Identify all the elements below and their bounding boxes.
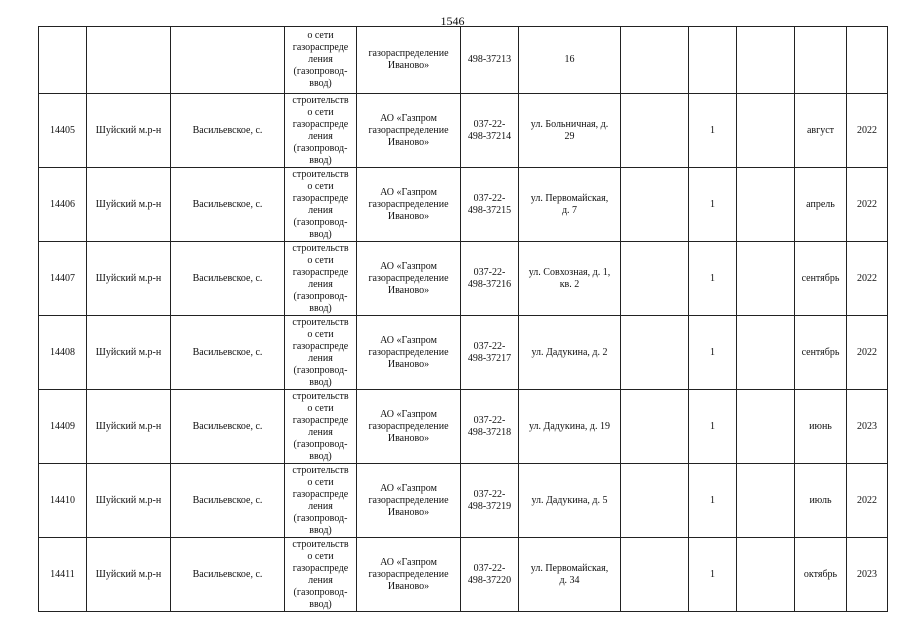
month-cell: июль [795,464,847,538]
table-row [39,316,888,390]
table-row [39,168,888,242]
empty-cell [737,168,795,242]
month-cell: сентябрь [795,316,847,390]
settlement-cell: Васильевское, с. [171,168,285,242]
table-body [39,27,888,612]
empty-cell [621,538,689,612]
empty-cell [621,464,689,538]
table-row [39,242,888,316]
work-type-cell: строительств о сети газораспреде ления (газопровод- ввод) [285,242,357,316]
organization-cell: АО «Газпром газораспределение Иваново» [357,316,461,390]
address-cell: ул. Дадукина, д. 19 [519,390,621,464]
empty-cell [621,390,689,464]
record-id-cell: 14409 [39,390,87,464]
record-id-cell: 14407 [39,242,87,316]
empty-cell [621,94,689,168]
permit-code-cell: 037-22- 498-37219 [461,464,519,538]
address-cell: ул. Дадукина, д. 2 [519,316,621,390]
address-cell: ул. Дадукина, д. 5 [519,464,621,538]
empty-cell [621,242,689,316]
record-id-cell [39,27,87,94]
organization-cell: АО «Газпром газораспределение Иваново» [357,242,461,316]
work-type-cell: строительств о сети газораспреде ления (газопровод- ввод) [285,316,357,390]
year-cell: 2023 [847,538,888,612]
permit-code-cell: 498-37213 [461,27,519,94]
district-cell: Шуйский м.р-н [87,538,171,612]
district-cell: Шуйский м.р-н [87,168,171,242]
address-cell: ул. Первомайская, д. 7 [519,168,621,242]
year-cell: 2022 [847,464,888,538]
year-cell: 2023 [847,390,888,464]
empty-cell [621,27,689,94]
address-cell: 16 [519,27,621,94]
work-type-cell: строительств о сети газораспреде ления (газопровод- ввод) [285,390,357,464]
year-cell [847,27,888,94]
settlement-cell: Васильевское, с. [171,390,285,464]
quantity-cell [689,27,737,94]
quantity-cell: 1 [689,242,737,316]
table-row [39,94,888,168]
month-cell [795,27,847,94]
quantity-cell: 1 [689,94,737,168]
organization-cell: АО «Газпром газораспределение Иваново» [357,538,461,612]
empty-cell [737,390,795,464]
permit-code-cell: 037-22- 498-37215 [461,168,519,242]
month-cell: сентябрь [795,242,847,316]
district-cell [87,27,171,94]
settlement-cell: Васильевское, с. [171,242,285,316]
work-type-cell: строительств о сети газораспреде ления (газопровод- ввод) [285,168,357,242]
empty-cell [737,242,795,316]
organization-cell: газораспределение Иваново» [357,27,461,94]
permit-code-cell: 037-22- 498-37216 [461,242,519,316]
month-cell: октябрь [795,538,847,612]
organization-cell: АО «Газпром газораспределение Иваново» [357,168,461,242]
settlement-cell: Васильевское, с. [171,538,285,612]
district-cell: Шуйский м.р-н [87,464,171,538]
empty-cell [737,464,795,538]
work-type-cell: строительств о сети газораспреде ления (газопровод- ввод) [285,538,357,612]
quantity-cell: 1 [689,538,737,612]
address-cell: ул. Совхозная, д. 1, кв. 2 [519,242,621,316]
year-cell: 2022 [847,94,888,168]
permit-code-cell: 037-22- 498-37220 [461,538,519,612]
month-cell: апрель [795,168,847,242]
permit-code-cell: 037-22- 498-37214 [461,94,519,168]
record-id-cell: 14410 [39,464,87,538]
quantity-cell: 1 [689,316,737,390]
work-type-cell: о сети газораспреде ления (газопровод- ввод) [285,27,357,94]
record-id-cell: 14411 [39,538,87,612]
district-cell: Шуйский м.р-н [87,316,171,390]
table-row [39,538,888,612]
year-cell: 2022 [847,242,888,316]
table-row [39,27,888,94]
record-id-cell: 14408 [39,316,87,390]
settlement-cell [171,27,285,94]
quantity-cell: 1 [689,464,737,538]
quantity-cell: 1 [689,168,737,242]
permit-code-cell: 037-22- 498-37218 [461,390,519,464]
month-cell: август [795,94,847,168]
empty-cell [621,168,689,242]
empty-cell [621,316,689,390]
year-cell: 2022 [847,168,888,242]
empty-cell [737,538,795,612]
registry-table [38,26,888,612]
address-cell: ул. Больничная, д. 29 [519,94,621,168]
empty-cell [737,27,795,94]
district-cell: Шуйский м.р-н [87,94,171,168]
settlement-cell: Васильевское, с. [171,94,285,168]
table-row [39,464,888,538]
work-type-cell: строительств о сети газораспреде ления (газопровод- ввод) [285,464,357,538]
table-row [39,390,888,464]
month-cell: июнь [795,390,847,464]
work-type-cell: строительств о сети газораспреде ления (газопровод- ввод) [285,94,357,168]
quantity-cell: 1 [689,390,737,464]
district-cell: Шуйский м.р-н [87,242,171,316]
organization-cell: АО «Газпром газораспределение Иваново» [357,390,461,464]
empty-cell [737,316,795,390]
district-cell: Шуйский м.р-н [87,390,171,464]
address-cell: ул. Первомайская, д. 34 [519,538,621,612]
organization-cell: АО «Газпром газораспределение Иваново» [357,464,461,538]
record-id-cell: 14406 [39,168,87,242]
year-cell: 2022 [847,316,888,390]
page-number: 1546 [440,14,465,28]
empty-cell [737,94,795,168]
permit-code-cell: 037-22- 498-37217 [461,316,519,390]
organization-cell: АО «Газпром газораспределение Иваново» [357,94,461,168]
settlement-cell: Васильевское, с. [171,316,285,390]
record-id-cell: 14405 [39,94,87,168]
settlement-cell: Васильевское, с. [171,464,285,538]
